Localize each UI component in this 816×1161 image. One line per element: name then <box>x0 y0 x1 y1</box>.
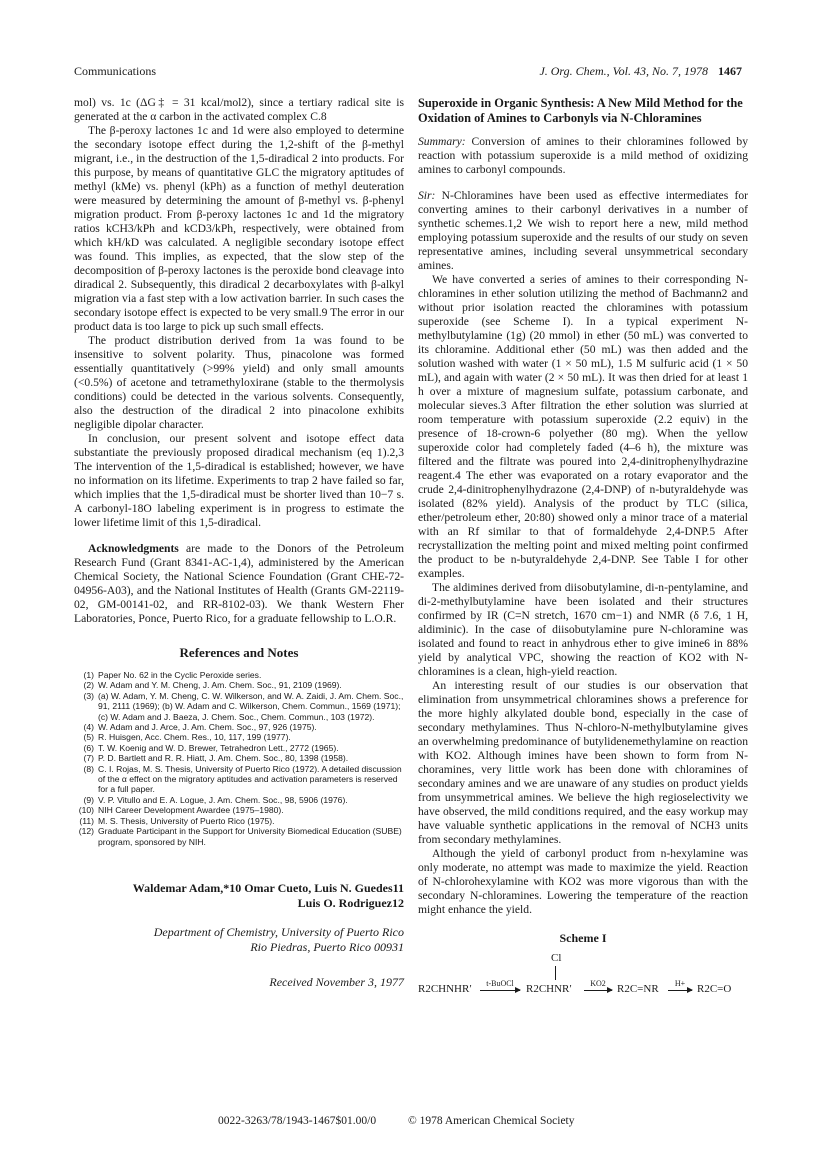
left-column <box>74 96 404 989</box>
reference-text: NIH Career Development Awardee (1975–1980). <box>98 805 284 816</box>
article-code: 0022-3263/78/1943-1467$01.00/0 <box>218 1115 377 1127</box>
author-line: Luis O. Rodriguez12 <box>297 895 404 910</box>
received-date: Received November 3, 1977 <box>269 974 404 989</box>
arrow-line <box>480 990 520 991</box>
carbonyl-product: R2C=O <box>697 983 732 995</box>
reaction-scheme <box>418 949 748 1005</box>
reference-item <box>74 795 404 805</box>
reference-item <box>74 691 404 722</box>
n-cl-bond <box>555 966 556 980</box>
reference-number: (5) <box>83 732 94 743</box>
arrow-line <box>584 990 612 991</box>
reference-number: (6) <box>83 742 94 753</box>
body-paragraph: An interesting result of our studies is our observation that elimination from unsymmetrical chloramines shows a preference for the more highly alkylated double bond, especially in the case of secondary methylamines. Thus N-chloro-N-methylbutylamine gives an overwhelming predominance of butylidenemethylamine on reaction with KO2. Although imines have been shown to form from N-choramines, very little work has been done with chloramines of secondary amines and we are unaware of any studies on product yields from unsymmetrical amines. We believe the high regioselectivity we have observed, the mild conditions required, and the easy workup may have valuable synthetic applications in the removal of NCH3 units from secondary methylamines. <box>418 679 748 846</box>
body-paragraph: Although the yield of carbonyl product from n-hexylamine was only moderate, no attempt was made to maximize the yield. Reaction of N-chlorohexylamine with KO2 was more vigorous than with the secondary N-chloramines. Lowering the temperature of the reaction might enhance the yield. <box>418 847 748 916</box>
copyright: © 1978 American Chemical Society <box>408 1115 575 1127</box>
reagent-label: t-BuOCl <box>486 979 514 988</box>
chloramine: R2CHNR′ <box>526 983 572 995</box>
body-paragraph: mol) vs. 1c (ΔG‡ = 31 kcal/mol2), since a tertiary radical site is generated at the α carbon in the activated complex C.8 <box>74 96 404 123</box>
reference-item <box>74 743 404 753</box>
reference-text: R. Huisgen, Acc. Chem. Res., 10, 117, 199 (1977). <box>98 732 291 743</box>
body-paragraph: The β-peroxy lactones 1c and 1d were also employed to determine the secondary isotope effect during the 1,2-shift of the β-methyl migrant, i.e., in the destruction of the 1,5-diradical 2 into products. For this purpose, by means of quantitative GLC the migratory aptitudes of methyl (kMe) vs. phenyl (kPh) as a function of methyl deuteration were measured by determining the amount of β-methyl vs. β-phenyl migration product. From β-peroxy lactones 1c and 1d the migratory ratios kCH3/kPh and kCD3/kPh, respectively, were obtained from which kH/kD was calculated. A negligible secondary isotope effect was found. This implies, as expected, that the slow step of the decomposition of β-peroxy lactones is the peroxide bond cleavage into diradical 2. Subsequently, this diradical 2 decarboxylates with β-alkyl migration via a fast step with a low activation barrier. In such cases the secondary isotope effect is expected to be very small.9 The error in our product data is too large to pick up such small effects. <box>74 124 404 333</box>
reaction-arrow <box>480 979 520 991</box>
body-paragraph: We have converted a series of amines to their corresponding N-chloramines in ether solution utilizing the method of Bachmann2 and without prior isolation reacted the chloramines with potassium superoxide (see Scheme I). In a typical experiment N-methylbutylamine (1g) (20 mmol) in ether (50 mL) was converted to its chloramine. Additional ether (50 mL) was then added and the solution washed with water (1 × 50 mL), 1.5 M sulfuric acid (1 × 50 mL), and again with water (2 × 50 mL). It was then dried for at least 1 h over a mixture of magnesium sulfate, potassium carbonate, and molecular sieves.3 After filtration the ether solution was slurried at room temperature with potassium superoxide (2.2 equiv) in the presence of 18-crown-6 polyether (80 mg). When the yellow superoxide color had completely faded (4–6 h), the mixture was filtered and the filtrate was poured into 2,4-dinitrophenylhydrazine reagent.4 The ether was evaporated on a rotary evaporator and the crude 2,4-dinitrophenylhydrazone (2,4-DNP) of n-butyraldehyde was isolated (82% yield). Analysis of the product by TLC (silica, ether/petroleum ether, 20:80) showed only a minor trace of a material with an Rf similar to that of formaldehyde 2,4-DNP.5 After recrystallization the melting point and mixed melting point confirmed the product to be n-butyraldehyde 2,4-DNP. See Table I for other examples. <box>418 273 748 580</box>
reaction-arrow <box>584 979 612 991</box>
journal-name: J. Org. Chem., Vol. 43, No. 7, 1978 <box>539 64 708 78</box>
running-head: Communications <box>74 64 156 78</box>
reference-number: (1) <box>83 670 94 680</box>
reference-text: T. W. Koenig and W. D. Brewer, Tetrahedron Lett., 2772 (1965). <box>98 742 339 753</box>
acknowledgments <box>74 542 404 626</box>
acknowledgments-label: Acknowledgments <box>88 542 179 555</box>
salutation-text: N-Chloramines have been used as effective intermediates for converting amines to their carbonyl derivatives in a number of synthetic schemes.1,2 We wish to report here a new, mild method employing potassium superoxide and the results of our study on seven representative amines, including several unsymmetrical secondary amines. <box>418 189 748 272</box>
reference-text: M. S. Thesis, University of Puerto Rico (1975). <box>98 815 275 826</box>
body-paragraph: The aldimines derived from diisobutylamine, di-n-pentylamine, and di-2-methylbutylamine have been isolated and their structures confirmed by IR (C=N stretch, 1670 cm−1) and NMR (δ 7.6, 1 H, aldiminic). In the case of diisobutylamine pure N-chloramine was isolated and found to react in anhydrous ether to give imine6 in 88% yield by analytical VPC, showing the reaction of KO2 with N-chloramines is a clean, high-yield reaction. <box>418 581 748 678</box>
summary <box>418 135 748 177</box>
reference-text: Paper No. 62 in the Cyclic Peroxide series. <box>98 670 262 680</box>
reference-item <box>74 805 404 815</box>
reference-number: (12) <box>78 826 94 837</box>
reference-text: Graduate Participant in the Support for University Biomedical Education (SUBE) program, sponsored by NIH. <box>98 826 402 847</box>
summary-text: Conversion of amines to their chloramines followed by reaction with potassium superoxide is a mild method of oxidizing amines to carbonyl compounds. <box>418 135 748 176</box>
reference-number: (10) <box>78 805 94 816</box>
reference-number: (2) <box>83 680 94 691</box>
reference-text: (a) W. Adam, Y. M. Cheng, C. W. Wilkerson, and W. A. Zaidi, J. Am. Chem. Soc., 91, 2111 (1969); (b) W. Adam and C. Wilkerson, Chem. Commun., 1569 (1971); (c) W. Adam and J. Baeza, J. Chem. Soc., Chem. Commun., 103 (1972). <box>98 690 404 722</box>
reagent-label: KO2 <box>590 979 606 988</box>
references-heading: References and Notes <box>179 645 299 660</box>
reaction-arrow <box>668 979 692 991</box>
reference-item <box>74 816 404 826</box>
affiliation <box>74 925 404 955</box>
article-title: Superoxide in Organic Synthesis: A New Mild Method for the Oxidation of Amines to Carbonyls via N-Chloramines <box>418 96 743 125</box>
scheme-title: Scheme I <box>559 931 607 945</box>
body-paragraph <box>418 189 748 273</box>
reference-number: (9) <box>83 794 94 805</box>
reference-text: P. D. Bartlett and R. R. Hiatt, J. Am. Chem. Soc., 80, 1398 (1958). <box>98 753 349 764</box>
affiliation-line: Rio Piedras, Puerto Rico 00931 <box>250 939 404 954</box>
starting-amine: R2CHNHR′ <box>418 983 472 995</box>
reference-number: (4) <box>83 722 94 733</box>
reference-item <box>74 722 404 732</box>
page-number: 1467 <box>718 64 742 78</box>
reference-number: (11) <box>79 815 94 826</box>
reagent-label: H+ <box>674 979 686 988</box>
affiliation-line: Department of Chemistry, University of Puerto Rico <box>153 924 404 939</box>
journal-citation <box>539 64 742 79</box>
reference-text: V. P. Vitullo and E. A. Logue, J. Am. Chem. Soc., 98, 5906 (1976). <box>98 794 348 805</box>
reference-number: (3) <box>83 690 94 701</box>
body-paragraph: In conclusion, our present solvent and isotope effect data substantiate the previously proposed diradical mechanism (eq 1).2,3 The intervention of the 1,5-diradical is established; however, we have no information on its lifetime. Experiments to trap 2 have failed so far, which implies that the 1,5-diradical must be shorter lived than 10−7 s. A carbonyl-18O labeling experiment is in progress to estimate the lower lifetime limit of this 1,5-diradical. <box>74 432 404 529</box>
reference-text: C. I. Rojas, M. S. Thesis, University of Puerto Rico (1972). A detailed discussion of the α effect on the migratory aptitudes and activation parameters is reserved for a full paper. <box>98 763 402 795</box>
reference-list <box>74 670 404 847</box>
reference-number: (7) <box>83 753 94 764</box>
right-column <box>418 96 748 1005</box>
reference-text: W. Adam and Y. M. Cheng, J. Am. Chem. Soc., 91, 2109 (1969). <box>98 680 342 691</box>
reference-item <box>74 732 404 742</box>
reference-item <box>74 764 404 795</box>
author-block <box>74 881 404 911</box>
reference-item <box>74 826 404 847</box>
reference-item <box>74 670 404 680</box>
arrow-line <box>668 990 692 991</box>
author-line: Waldemar Adam,*10 Omar Cueto, Luis N. Guedes11 <box>132 880 404 895</box>
reference-item <box>74 680 404 690</box>
salutation: Sir: <box>418 189 436 202</box>
body-paragraph: The product distribution derived from 1a was found to be insensitive to solvent polarity. Thus, pinacolone was formed essentially quantitatively (>99% yield) and only small amounts (<0.5%) of acetone and tetramethyloxirane (stable to the thermolysis conditions) could be detected in the various solvents. Consequently, also the destruction of the diradical 2 into pinacolone exhibits negligible dipolar character. <box>74 334 404 431</box>
reference-number: (8) <box>83 763 94 774</box>
chlorine-label: Cl <box>551 952 562 964</box>
imine: R2C=NR <box>617 983 659 995</box>
summary-label: Summary: <box>418 135 466 148</box>
reference-item <box>74 753 404 763</box>
reference-text: W. Adam and J. Arce, J. Am. Chem. Soc., 97, 926 (1975). <box>98 722 317 733</box>
acknowledgments-text: are made to the Donors of the Petroleum Research Fund (Grant 8341-AC-1,4), administered by the American Chemical Society, the National Science Foundation (Grant CHE-72-04956-A03), and the National Institutes of Health (Grants GM-22119-02, GM-00141-02, and RR-8102-03). We thank Western Fher Laboratories, Ponce, Puerto Rico, for a graduate fellowship to L.O.R. <box>74 542 404 625</box>
